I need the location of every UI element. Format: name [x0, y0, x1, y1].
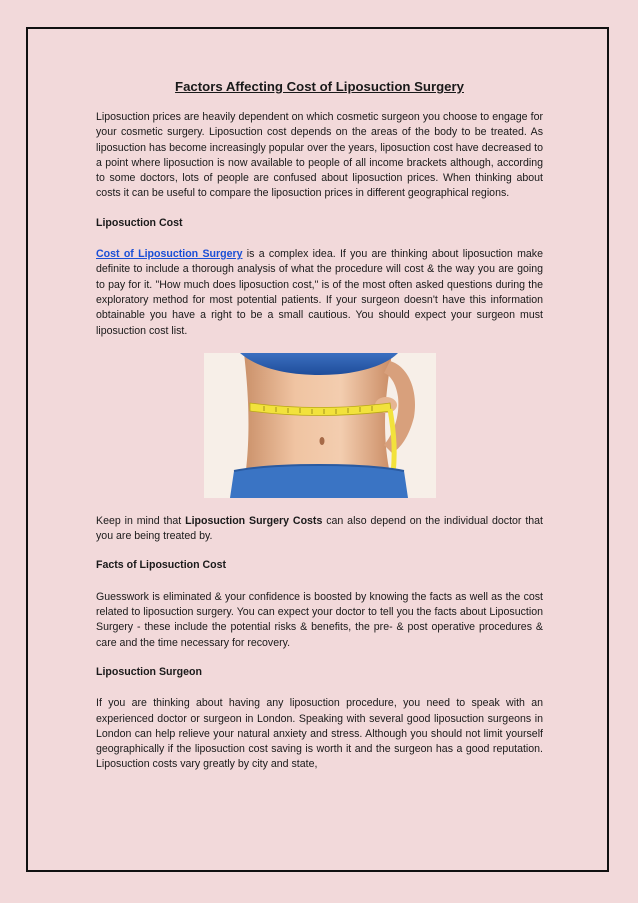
section-heading-facts: Facts of Liposuction Cost [96, 559, 227, 572]
facts-paragraph: Guesswork is eliminated & your confidence is boosted by knowing the facts as well as the cost related to liposuction surgery. You can expect your doctor to tell you the facts about Liposuction Surgery - these include the potential risks & benefits, the pre- & post operative procedures & care and the time necessary for recovery. [96, 590, 543, 649]
section-heading-liposuction-cost: Liposuction Cost [96, 216, 183, 229]
liposuction-cost-text: is a complex idea. If you are thinking about liposuction make definite to include a thorough analysis of what the procedure will cost & the way you are going to pay for it. "How much does liposuction cost," is of the most often asked questions during the exploratory method for most potential patients. If your surgeon doesn't have this information obtainable you have a right to be a small cautious. You should expect your surgeon must liposuction cost list. [96, 248, 543, 337]
intro-paragraph: Liposuction prices are heavily dependent on which cosmetic surgeon you choose to engage for your cosmetic surgery. Liposuction cost depends on the areas of the body to be treated. As liposuction has become increasingly popular over the years, liposuction cost have decreased to a point where liposuction is now available to people of all income brackets although, according to some doctors, lots of people are confused about liposuction prices. When thinking about costs it can be useful to compare the liposuction prices in different geographical regions. [96, 111, 543, 200]
document-body [96, 78, 543, 773]
liposuction-cost-paragraph [96, 247, 543, 339]
section-heading-surgeon: Liposuction Surgeon [96, 665, 202, 678]
keep-in-mind-text-start: Keep in mind that [96, 514, 186, 527]
surgeon-paragraph: If you are thinking about having any liposuction procedure, you need to speak with an experienced doctor or surgeon in London. Speaking with several good liposuction surgeons in London can help relieve your natural anxiety and stress. Although you should not limit yourself geographically if the liposuction cost saving is worth it and the surgeon has a good reputation. Liposuction costs vary greatly by city and state, [96, 697, 543, 771]
waist-measuring-tape-image [204, 353, 436, 498]
keep-in-mind-paragraph [96, 514, 543, 545]
document-title: Factors Affecting Cost of Liposuction Surgery [175, 79, 464, 94]
liposuction-surgery-costs-bold: Liposuction Surgery Costs [185, 514, 323, 527]
cost-of-liposuction-link[interactable]: Cost of Liposuction Surgery [96, 248, 243, 261]
keep-in-mind-text-end: can also depend on the individual doctor that you are being treated by. [96, 514, 543, 543]
